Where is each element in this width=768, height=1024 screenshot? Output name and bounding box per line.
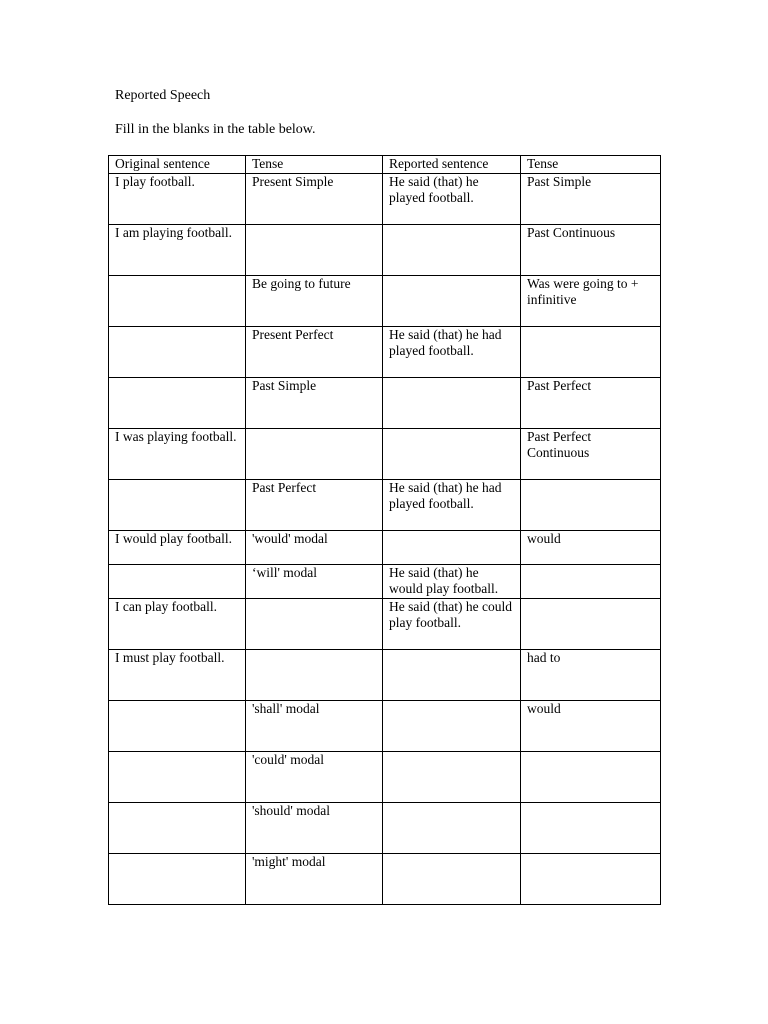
tense-cell: 'should' modal xyxy=(246,802,383,853)
table-row xyxy=(109,530,661,564)
table-row xyxy=(109,853,661,904)
reported-sentence-cell xyxy=(383,751,521,802)
reported-sentence-cell: He said (that) he had played football. xyxy=(383,479,521,530)
header-tense: Tense xyxy=(246,156,383,174)
tense-cell: Present Simple xyxy=(246,173,383,224)
reported-tense-cell xyxy=(521,564,661,598)
reported-tense-cell: would xyxy=(521,530,661,564)
reported-tense-cell xyxy=(521,853,661,904)
original-sentence-cell xyxy=(109,326,246,377)
table-row xyxy=(109,700,661,751)
reported-sentence-cell xyxy=(383,649,521,700)
table-row xyxy=(109,428,661,479)
tense-cell xyxy=(246,649,383,700)
header-reported-sentence: Reported sentence xyxy=(383,156,521,174)
reported-tense-cell: had to xyxy=(521,649,661,700)
table-header-row xyxy=(109,156,661,174)
table-row xyxy=(109,598,661,649)
tense-cell: Past Simple xyxy=(246,377,383,428)
table-body xyxy=(109,173,661,904)
reported-sentence-cell: He said (that) he would play football. xyxy=(383,564,521,598)
reported-sentence-cell xyxy=(383,700,521,751)
table-row xyxy=(109,224,661,275)
original-sentence-cell xyxy=(109,479,246,530)
tense-cell xyxy=(246,428,383,479)
original-sentence-cell xyxy=(109,377,246,428)
table-row xyxy=(109,564,661,598)
table-row xyxy=(109,326,661,377)
table-row xyxy=(109,751,661,802)
reported-tense-cell: Past Simple xyxy=(521,173,661,224)
header-reported-tense: Tense xyxy=(521,156,661,174)
original-sentence-cell xyxy=(109,564,246,598)
original-sentence-cell xyxy=(109,700,246,751)
tense-cell: 'might' modal xyxy=(246,853,383,904)
table-row xyxy=(109,377,661,428)
table-row xyxy=(109,802,661,853)
reported-sentence-cell: He said (that) he could play football. xyxy=(383,598,521,649)
header-original-sentence: Original sentence xyxy=(109,156,246,174)
reported-tense-cell xyxy=(521,802,661,853)
reported-sentence-cell xyxy=(383,428,521,479)
reported-sentence-cell: He said (that) he had played football. xyxy=(383,326,521,377)
table-row xyxy=(109,649,661,700)
original-sentence-cell: I was playing football. xyxy=(109,428,246,479)
reported-speech-table xyxy=(108,155,661,905)
reported-sentence-cell xyxy=(383,275,521,326)
tense-cell: Past Perfect xyxy=(246,479,383,530)
reported-tense-cell xyxy=(521,326,661,377)
original-sentence-cell: I play football. xyxy=(109,173,246,224)
reported-sentence-cell xyxy=(383,853,521,904)
reported-tense-cell: would xyxy=(521,700,661,751)
tense-cell: ‘will' modal xyxy=(246,564,383,598)
tense-cell: 'shall' modal xyxy=(246,700,383,751)
original-sentence-cell xyxy=(109,853,246,904)
tense-cell xyxy=(246,224,383,275)
reported-tense-cell: Past Perfect xyxy=(521,377,661,428)
original-sentence-cell: I can play football. xyxy=(109,598,246,649)
original-sentence-cell: I must play football. xyxy=(109,649,246,700)
tense-cell: 'would' modal xyxy=(246,530,383,564)
reported-tense-cell: Was were going to + infinitive xyxy=(521,275,661,326)
original-sentence-cell: I am playing football. xyxy=(109,224,246,275)
reported-tense-cell: Past Perfect Continuous xyxy=(521,428,661,479)
reported-tense-cell xyxy=(521,751,661,802)
table-row xyxy=(109,275,661,326)
reported-sentence-cell xyxy=(383,224,521,275)
table-row xyxy=(109,173,661,224)
original-sentence-cell xyxy=(109,802,246,853)
original-sentence-cell xyxy=(109,751,246,802)
reported-sentence-cell xyxy=(383,530,521,564)
tense-cell xyxy=(246,598,383,649)
tense-cell: Be going to future xyxy=(246,275,383,326)
original-sentence-cell xyxy=(109,275,246,326)
page-title: Reported Speech xyxy=(115,88,211,103)
reported-tense-cell xyxy=(521,598,661,649)
reported-tense-cell xyxy=(521,479,661,530)
table-row xyxy=(109,479,661,530)
reported-sentence-cell xyxy=(383,377,521,428)
tense-cell: 'could' modal xyxy=(246,751,383,802)
tense-cell: Present Perfect xyxy=(246,326,383,377)
instructions: Fill in the blanks in the table below. xyxy=(115,122,316,137)
reported-sentence-cell xyxy=(383,802,521,853)
reported-tense-cell: Past Continuous xyxy=(521,224,661,275)
original-sentence-cell: I would play football. xyxy=(109,530,246,564)
reported-sentence-cell: He said (that) he played football. xyxy=(383,173,521,224)
